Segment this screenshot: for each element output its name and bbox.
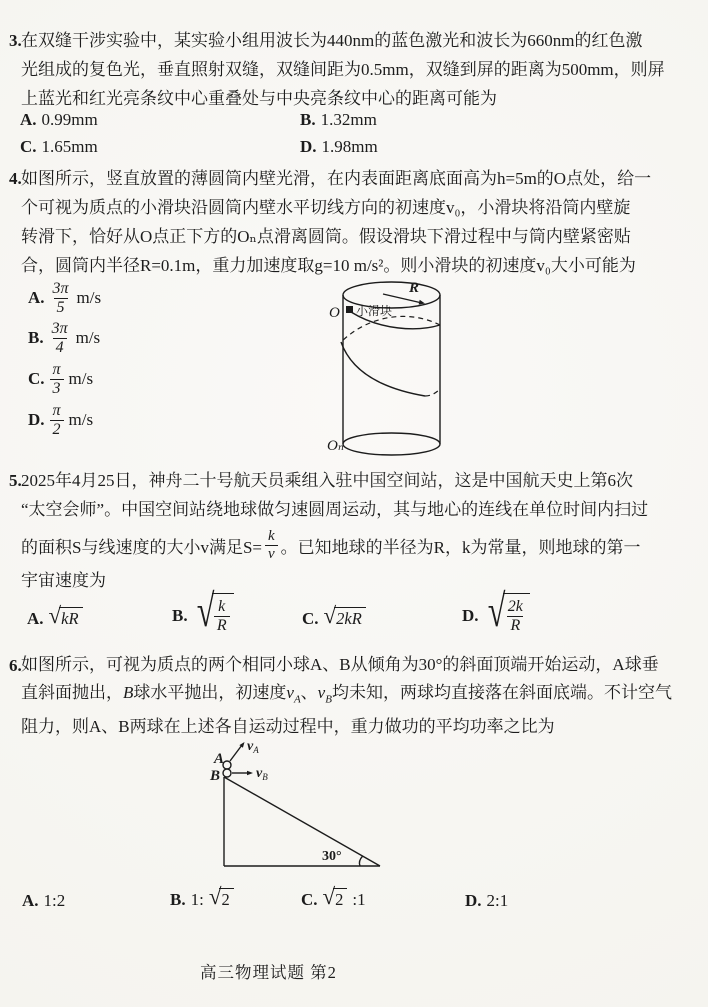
incline-hypotenuse — [224, 777, 380, 866]
text-segment: 、 — [300, 683, 318, 702]
question-3-line-2: 光组成的复色光，垂直照射双缝，双缝间距为0.5mm，双缝到屏的距离为500mm，则屏 — [21, 60, 665, 79]
option-6-b — [170, 884, 234, 911]
radical-icon: √ — [208, 884, 222, 909]
fraction-denominator: R — [214, 616, 230, 635]
radical-icon: √ — [323, 603, 337, 628]
inline-fraction — [265, 528, 278, 563]
question-5-line-4: 宇宙速度为 — [21, 571, 106, 590]
question-3-line-3: 上蓝光和红光亮条纹中心重叠处与中央亮条纹中心的距离可能为 — [21, 89, 497, 108]
fraction-numerator: 2k — [507, 598, 523, 615]
radical-icon: √ — [322, 884, 336, 909]
radius-arrowhead-icon — [419, 300, 425, 305]
incline-figure — [200, 736, 395, 876]
velocity-a-arrow-line — [230, 745, 242, 761]
question-3 — [9, 26, 704, 113]
fraction — [214, 598, 230, 635]
option-label: D. — [465, 891, 482, 910]
ball-a-icon — [223, 761, 231, 769]
question-4-number: 4. — [9, 169, 22, 188]
option-4-c — [28, 361, 93, 398]
velocity-subscript-b: B — [262, 772, 268, 782]
radical-icon: √ — [48, 603, 62, 628]
fraction-denominator: 2 — [50, 420, 64, 439]
question-5-line-2: “太空会师”。中国空间站绕地球做匀速圆周运动，其与地心的连线在单位时间内扫过 — [21, 500, 649, 519]
fraction — [49, 320, 71, 357]
option-3-c — [20, 137, 98, 157]
label-slider: 小滑块 — [356, 304, 393, 318]
variable-b: B — [123, 683, 134, 702]
fraction-denominator: 5 — [54, 298, 68, 317]
radical-icon: √ — [196, 585, 215, 636]
option-value: 0.99mm — [41, 110, 98, 129]
label-radius: R — [409, 280, 420, 296]
spiral-back-arc — [341, 316, 440, 342]
square-root — [484, 585, 530, 639]
question-5 — [9, 466, 704, 595]
text-segment: 均未知，两球均直接落在斜面底端。不计空气 — [331, 683, 672, 702]
question-5-line-1: 2025年4月25日，神舟二十号航天员乘组入驻中国空间站，这是中国航天史上第6次 — [21, 471, 633, 490]
option-value: 1.65mm — [41, 137, 98, 156]
variable-v: v — [286, 683, 294, 702]
question-4-line-1: 如图所示，竖直放置的薄圆筒内壁光滑，在内表面距离底面高为h=5m的O点处，给一 — [21, 169, 652, 188]
option-4-b — [28, 320, 100, 357]
formula-pre-text: 的面积S与线速度的大小v满足S= — [21, 537, 262, 557]
text-segment: 直斜面抛出， — [21, 683, 123, 702]
option-value: 1.98mm — [321, 137, 378, 156]
fraction-denominator: 3 — [50, 379, 64, 398]
fraction-numerator: k — [218, 598, 226, 615]
question-4-line-4: 合，圆筒内半径R=0.1m，重力加速度取g=10 m/s²。则小滑块的初速度v₀大小可能为 — [21, 256, 636, 275]
formula-post-text: 。已知地球的半径为R，k为常量，则地球的第一 — [280, 537, 641, 557]
radicand — [503, 593, 530, 635]
subscript-a: A — [293, 693, 301, 706]
option-label: B. — [300, 110, 316, 129]
cylinder-bottom-rim — [343, 433, 440, 455]
option-5-d — [462, 585, 530, 639]
radicand — [212, 593, 234, 635]
option-label: C. — [20, 137, 37, 156]
label-point-on: Oₙ — [327, 438, 344, 454]
subscript-b: B — [325, 693, 332, 706]
question-6-line-1: 如图所示，可视为质点的两个相同小球A、B从倾角为30°的斜面顶端开始运动，A球垂 — [21, 655, 659, 674]
square-root — [208, 884, 234, 911]
square-root — [323, 603, 366, 630]
option-label: C. — [28, 369, 45, 389]
fraction-numerator: π — [52, 402, 61, 419]
question-3-line-1: 在双缝干涉实验中，某实验小组用波长为440nm的蓝色激光和波长为660nm的红色激 — [21, 31, 643, 50]
slider-block-icon — [346, 306, 353, 313]
label-ball-a: A — [214, 751, 225, 767]
question-4-line-3: 转滑下，恰好从O点正下方的Oₙ点滑离圆筒。假设滑块下滑过程中与筒内壁紧密贴 — [21, 227, 631, 246]
option-label: A. — [27, 608, 44, 628]
option-unit: m/s — [75, 328, 101, 348]
fraction-numerator: 3π — [51, 320, 68, 337]
option-unit: m/s — [76, 288, 102, 308]
option-value: 1.32mm — [320, 110, 377, 129]
option-3-a — [20, 110, 98, 130]
ball-b-icon — [223, 769, 231, 777]
question-4-line-2: 个可视为质点的小滑块沿圆筒内壁水平切线方向的初速度v₀，小滑块将沿筒内壁旋 — [21, 198, 631, 217]
fraction-denominator: R — [507, 616, 523, 635]
velocity-symbol: v — [256, 766, 263, 781]
square-root — [322, 884, 348, 911]
option-label: B. — [170, 889, 186, 909]
question-6 — [9, 651, 704, 741]
option-4-a — [28, 280, 101, 317]
square-root — [48, 603, 83, 630]
option-unit: m/s — [68, 410, 94, 430]
option-label: D. — [462, 606, 479, 625]
option-label: D. — [300, 137, 317, 156]
question-3-number: 3. — [9, 31, 22, 50]
label-angle: 30° — [322, 849, 342, 864]
radical-icon: √ — [487, 585, 505, 636]
velocity-b-arrowhead-icon — [247, 771, 253, 775]
option-value: 2:1 — [486, 891, 509, 910]
fraction-denominator: 4 — [53, 338, 67, 357]
option-6-c — [301, 884, 366, 911]
velocity-symbol: v — [247, 739, 254, 754]
question-4 — [9, 164, 704, 280]
option-5-c — [302, 603, 366, 630]
option-unit: m/s — [68, 369, 94, 389]
option-label: B. — [172, 606, 188, 625]
question-5-number: 5. — [9, 471, 22, 490]
question-6-number: 6. — [9, 656, 22, 675]
option-6-a — [22, 891, 65, 911]
question-6-line-2 — [9, 679, 704, 713]
cylinder-figure — [325, 278, 490, 463]
option-4-d — [28, 402, 93, 439]
radicand: 2 — [219, 888, 233, 910]
option-5-a — [27, 603, 83, 630]
question-6-line-3: 阻力，则A、B两球在上述各自运动过程中，重力做功的平均功率之比为 — [21, 717, 555, 737]
option-label: A. — [20, 110, 37, 129]
fraction — [50, 361, 64, 398]
option-3-d — [300, 137, 378, 157]
option-label: A. — [28, 288, 45, 308]
option-6-d — [465, 891, 508, 911]
option-label: C. — [301, 889, 318, 909]
velocity-subscript-a: A — [253, 745, 259, 755]
option-label: C. — [302, 608, 319, 628]
fraction-numerator: 3π — [52, 280, 69, 297]
option-label: A. — [22, 891, 39, 910]
fraction — [505, 598, 526, 635]
text-segment: 球水平抛出，初速度 — [133, 683, 287, 702]
label-velocity-b — [256, 766, 268, 782]
option-3-b — [300, 110, 377, 130]
option-5-b — [172, 585, 234, 639]
fraction — [50, 402, 64, 439]
option-value-pre: 1: — [190, 889, 204, 909]
radicand: kR — [59, 607, 82, 629]
radicand: 2kR — [334, 607, 366, 629]
fraction — [50, 280, 72, 317]
fraction-numerator: k — [268, 527, 275, 544]
label-velocity-a — [247, 739, 259, 755]
radicand: 2 — [333, 888, 347, 910]
square-root — [193, 585, 234, 639]
option-value: 1:2 — [43, 891, 66, 910]
question-5-line-3 — [9, 524, 704, 566]
option-label: D. — [28, 410, 45, 430]
page-footer: 高三物理试题 第2 — [200, 963, 337, 982]
fraction-denominator: v — [265, 545, 278, 563]
spiral-tail — [425, 389, 440, 396]
label-ball-b: B — [210, 768, 221, 784]
fraction-numerator: π — [52, 361, 61, 378]
option-label: B. — [28, 328, 44, 348]
spiral-front-arc-2 — [341, 342, 425, 396]
variable-v: v — [317, 683, 326, 702]
label-point-o: O — [329, 305, 340, 321]
angle-arc — [359, 856, 362, 866]
option-value-post: :1 — [352, 889, 366, 909]
